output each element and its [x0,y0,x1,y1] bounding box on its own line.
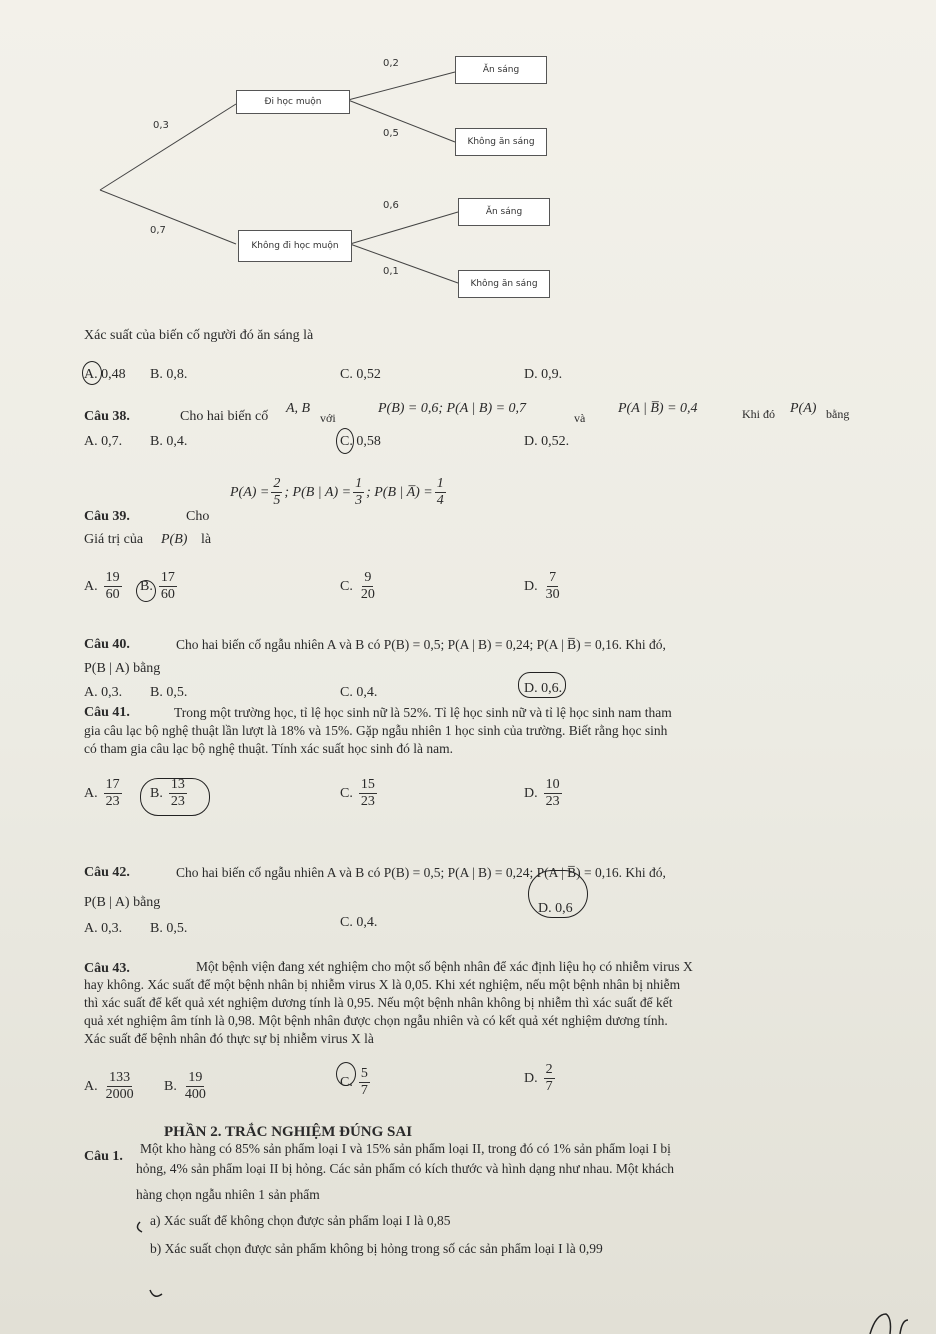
q41-line-3: có tham gia câu lạc bộ nghệ thuật. Tính xác suất học sinh đó là nam. [84,741,454,756]
q43-line-3: thì xác suất để kết quả xét nghiệm dương tính là 0,95. Nếu một bệnh nhân không bị nhiễm thì xác suất để kết [84,995,673,1010]
q42-option-c: C. 0,4. [340,915,378,930]
part2-q1-line-3: hàng chọn ngẫu nhiên 1 sản phẩm [136,1187,320,1202]
q-prev-option-b: B. 0,8. [150,367,188,382]
numerator: 9 [364,570,372,585]
denominator: 60 [105,587,120,602]
pen-mark-a [137,1222,142,1232]
q39-label: Câu 39. [84,509,130,524]
q40-line-2: P(B | A) bằng [84,661,161,676]
q38-text-5: bằng [826,407,850,421]
leaf-no-breakfast-1: Không ăn sáng [455,128,547,156]
q39-text-1: Cho [186,509,210,524]
q39-d3: 4 [436,493,444,508]
q38-text-2: với [320,411,336,425]
q40-option-a: A. 0,3. [84,685,123,700]
numerator: 2 [545,1062,553,1077]
q43-line-1: Một bệnh viện đang xét nghiệm cho một số bệnh nhân để xác định liệu họ có nhiễm virus X [196,959,693,974]
option-label: B. [164,1078,177,1094]
q40-text: Cho hai biến cố ngẫu nhiên A và B có P(B) = 0,5; P(A | B) = 0,24; P(A | B̅) = 0,16. Khi đó, [176,637,666,652]
q38-text-3: và [574,411,586,425]
prob-bottom-bottom: 0,1 [383,266,399,277]
q39-text-3: là [201,532,212,547]
denominator: 7 [545,1079,553,1094]
q40-label: Câu 40. [84,637,130,652]
numerator: 13 [170,777,185,792]
denominator: 60 [160,587,175,602]
q38-text-4: Khi đó [742,407,775,421]
q38-cond-1: P(B) = 0,6; P(A | B) = 0,7 [378,401,527,416]
option-label: C. [340,578,353,594]
numerator: 17 [105,777,120,792]
q42-label: Câu 42. [84,865,130,880]
part2-heading: PHẦN 2. TRẮC NGHIỆM ĐÚNG SAI [164,1124,413,1140]
option-label: A. [84,1078,98,1094]
node-not-late: Không đi học muộn [238,230,352,262]
q38-option-d: D. 0,52. [524,434,570,449]
part2-q1-line-2: hỏng, 4% sản phẩm loại II bị hỏng. Các sản phẩm có kích thước và hình dạng như nhau. Một khách [136,1161,675,1176]
q43-line-2: hay không. Xác suất để một bệnh nhân bị nhiễm virus X là 0,05. Khi xét nghiệm, nếu một bệnh nhân bị nhiễm [84,977,681,992]
prob-top-top: 0,2 [383,58,399,69]
q43-label: Câu 43. [84,961,130,976]
denominator: 400 [184,1087,206,1102]
numerator: 17 [160,570,175,585]
denominator: 23 [360,794,375,809]
q42-option-d: D. 0,6 [538,901,573,916]
prob-root-top: 0,3 [153,120,169,131]
q39-f2: ; P(B | A) = [284,484,352,500]
q42-text: Cho hai biến cố ngẫu nhiên A và B có P(B) = 0,5; P(A | B) = 0,24; P(A | B̅) = 0,16. Khi đó, [176,865,666,880]
q42-line-2: P(B | A) bằng [84,895,161,910]
prob-root-bottom: 0,7 [150,225,166,236]
numerator: 15 [360,777,375,792]
q39-n1: 2 [273,476,281,491]
q38-pa: P(A) [790,401,817,416]
pen-mark-c [870,1314,891,1334]
option-label: C. [340,1074,353,1090]
leaf-breakfast-2: Ăn sáng [458,198,550,226]
denominator: 7 [360,1083,368,1098]
q-prev-option-a: A. 0,48 [84,367,126,382]
numerator: 7 [549,570,557,585]
q43-line-5: Xác suất để bệnh nhân đó thực sự bị nhiễm virus X là [84,1031,374,1046]
denominator: 20 [360,587,375,602]
numerator: 133 [109,1070,131,1085]
q42-option-a: A. 0,3. [84,921,123,936]
numerator: 19 [188,1070,203,1085]
denominator: 23 [105,794,120,809]
numerator: 19 [105,570,120,585]
q39-d1: 5 [273,493,281,508]
node-late: Đi học muộn [236,90,350,114]
q39-pb: P(B) [161,532,188,547]
q38-option-a: A. 0,7. [84,434,123,449]
prob-top-bottom: 0,5 [383,128,399,139]
denominator: 2000 [105,1087,134,1102]
leaf-breakfast-1: Ăn sáng [455,56,547,84]
option-label: B. [140,578,153,594]
numerator: 5 [360,1066,368,1081]
part2-q1-b: b) Xác suất chọn được sản phẩm không bị hỏng trong số các sản phẩm loại I là 0,99 [150,1241,603,1256]
q43-line-4: quả xét nghiệm âm tính là 0,98. Một bệnh nhân được chọn ngẫu nhiên và có kết quả xét nghiệm dương tính. [84,1013,668,1028]
q39-n3: 1 [436,476,444,491]
q39-f3: ; P(B | A̅) = [366,484,433,500]
option-label: A. [84,785,98,801]
pen-mark-d [900,1320,908,1334]
q39-text-2: Giá trị của [84,532,144,547]
pen-mark-b [150,1290,162,1296]
option-label: D. [524,1070,538,1086]
q39-d2: 3 [355,493,363,508]
q40-option-d: D. 0,6. [524,681,563,696]
option-label: A. [84,578,98,594]
q42-option-b: B. 0,5. [150,921,188,936]
q-prev-option-d: D. 0,9. [524,367,563,382]
q41-label: Câu 41. [84,705,130,720]
q38-vars: A, B [286,401,311,416]
q38-option-c: C. 0,58 [340,434,381,449]
q38-label: Câu 38. [84,409,130,424]
q-prev-text: Xác suất của biến cố người đó ăn sáng là [84,328,314,343]
q39-f1: P(A) = [230,484,270,500]
q41-line-1: Trong một trường học, tỉ lệ học sinh nữ là 52%. Tỉ lệ học sinh nữ và tỉ lệ học sinh nam tham [174,705,672,720]
q40-option-c: C. 0,4. [340,685,378,700]
part2-q1-label: Câu 1. [84,1149,123,1164]
option-label: D. [524,578,538,594]
option-label: B. [150,785,163,801]
denominator: 30 [545,587,560,602]
q38-cond-2: P(A | B̅) = 0,4 [618,401,698,416]
part2-q1-a: a) Xác suất để không chọn được sản phẩm loại I là 0,85 [150,1213,451,1228]
q41-line-2: gia câu lạc bộ nghệ thuật lần lượt là 18% và 15%. Gặp ngẫu nhiên 1 học sinh của trường. Biết rằng học sinh [84,723,668,738]
q40-option-b: B. 0,5. [150,685,188,700]
denominator: 23 [545,794,560,809]
q38-text-1: Cho hai biến cố [180,409,269,424]
q-prev-option-c: C. 0,52 [340,367,381,382]
part2-q1-line-1: Một kho hàng có 85% sản phẩm loại I và 15% sản phẩm loại II, trong đó có 1% sản phẩm loại I bị [140,1141,671,1156]
option-label: C. [340,785,353,801]
numerator: 10 [545,777,560,792]
prob-bottom-top: 0,6 [383,200,399,211]
q38-option-b: B. 0,4. [150,434,188,449]
option-label: D. [524,785,538,801]
leaf-no-breakfast-2: Không ăn sáng [458,270,550,298]
q39-n2: 1 [355,476,363,491]
denominator: 23 [170,794,185,809]
